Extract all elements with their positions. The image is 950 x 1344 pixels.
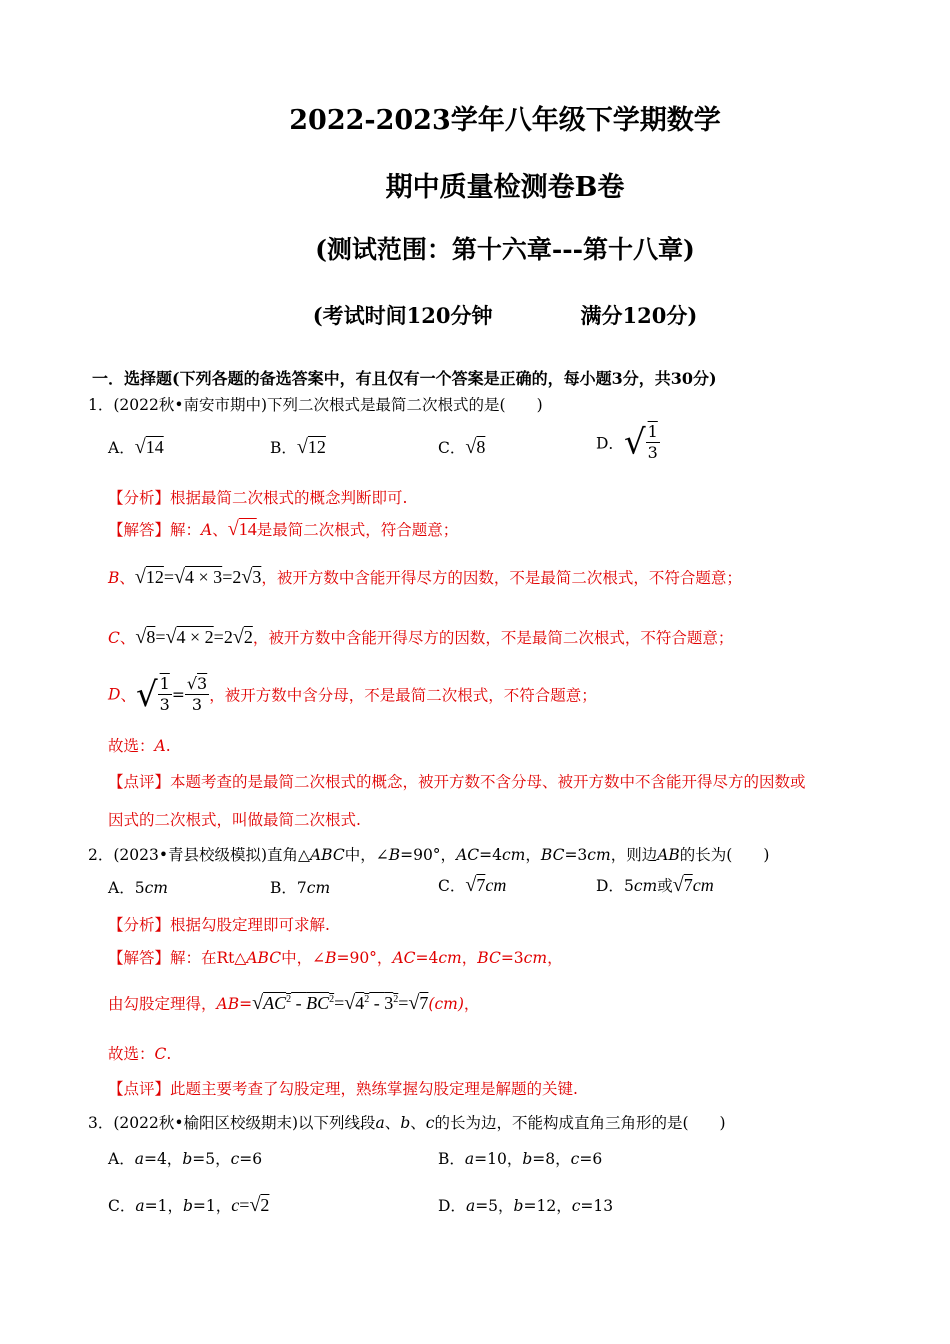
sqrt-icon: √ (134, 566, 146, 588)
value: =6 (579, 1150, 603, 1168)
radicand: 14 (238, 519, 257, 539)
period: . (166, 1045, 172, 1063)
period: . (165, 737, 171, 755)
var: ABC (309, 846, 345, 864)
var: b (513, 1197, 524, 1215)
equals: = (155, 627, 166, 647)
sqrt-icon: √ (134, 436, 146, 458)
text: ，则边 (610, 846, 658, 864)
doc-title-line4 (30, 300, 950, 330)
value: = (239, 1195, 250, 1215)
option-label: C． (108, 1197, 136, 1215)
radicand: 7 (419, 993, 429, 1013)
value: =12， (523, 1197, 572, 1215)
option-label: A． (108, 879, 135, 897)
q3-option-d[interactable] (438, 1194, 613, 1216)
var: c (231, 1195, 240, 1215)
full-score: 满分120分) (580, 303, 698, 328)
unit: cm (485, 875, 507, 895)
q1-analysis (108, 486, 407, 508)
answer-text: 是最简二次根式，符合题意； (256, 521, 459, 539)
comment-tag: 【点评】 (108, 773, 171, 791)
radicand: 2 (260, 1195, 270, 1215)
q2-answer (108, 946, 563, 968)
choice-letter: C (108, 629, 120, 647)
var: B (325, 949, 337, 967)
q2-option-a[interactable] (108, 876, 168, 898)
value: =1， (144, 1197, 183, 1215)
option-label: D． (596, 434, 624, 453)
equals: = (171, 685, 185, 704)
fraction: $\frac{1}{3}$ (159, 674, 170, 714)
var: c (425, 1114, 435, 1132)
text: 2．(2023•青县校级模拟)直角△ (88, 846, 310, 864)
q1-answer (108, 518, 458, 541)
comment-tag: 【点评】 (108, 1080, 171, 1098)
separator: 、 (119, 569, 135, 587)
var: AC (392, 949, 416, 967)
q3-option-c[interactable] (108, 1194, 269, 1217)
radicand: 7 (683, 875, 693, 895)
sqrt-icon: √ (344, 992, 356, 1014)
option-label: B． (270, 879, 297, 897)
sqrt-icon: √ (465, 436, 477, 458)
q2-option-b[interactable] (270, 876, 330, 898)
radicand: 8 (146, 627, 156, 647)
value: =5， (475, 1197, 514, 1215)
q2-option-d[interactable] (596, 874, 714, 897)
option-label: D． (438, 1197, 466, 1215)
var: b (400, 1114, 411, 1132)
var: AC (456, 846, 480, 864)
q2-stem (88, 843, 769, 865)
option-label: A． (108, 439, 135, 457)
radicand: 12 (307, 437, 326, 457)
unit: cm (438, 949, 462, 967)
value: =10， (474, 1150, 523, 1168)
doc-title-line2: 期中质量检测卷B卷 (385, 172, 625, 203)
unit: cm (633, 877, 658, 895)
option-label: C． (438, 439, 466, 457)
radicand: 7 (476, 875, 486, 895)
var: b (182, 1150, 193, 1168)
q1-option-d[interactable] (596, 422, 660, 463)
option-label: C． (438, 877, 466, 895)
q1-step-d (108, 674, 597, 715)
var: c (571, 1197, 581, 1215)
or-text: 或 (657, 877, 673, 895)
analysis-tag: 【分析】 (108, 916, 171, 934)
text: ， (525, 846, 541, 864)
radicand: 2 (243, 627, 253, 647)
unit: cm (501, 846, 526, 864)
option-value: 7 (296, 879, 307, 897)
text: 中，∠ (344, 846, 389, 864)
radicand: 12 (145, 567, 164, 587)
text: 由勾股定理得， (108, 995, 217, 1013)
text: =4 (415, 949, 439, 967)
value: =13 (580, 1197, 614, 1215)
choice-letter: A (201, 521, 213, 539)
unit: (cm) (428, 995, 464, 1013)
separator: 、 (119, 629, 136, 647)
text: 3．(2022秋•榆阳区校级期末)以下列线段 (88, 1114, 376, 1132)
sqrt-icon: √ (135, 674, 158, 715)
equals: = (163, 567, 175, 587)
unit: cm (144, 879, 168, 897)
var: a (465, 1197, 476, 1215)
comment-text: 本题考查的是最简二次根式的概念，被开方数不含分母、被开方数中不含能开得尽方的因数或 (170, 773, 806, 791)
unit: cm (587, 846, 611, 864)
q1-comment-cont: 因式的二次根式，叫做最简二次根式. (108, 811, 361, 829)
q2-calculation (108, 992, 479, 1015)
var: BC (540, 846, 565, 864)
text: 中，∠ (281, 949, 326, 967)
q1-comment (108, 770, 806, 792)
exam-time: (考试时间120分钟 (312, 303, 493, 328)
text: 的长为边，不能构成直角三角形的是( ) (434, 1114, 726, 1132)
var: B (388, 846, 401, 864)
q1-option-a[interactable] (108, 436, 164, 459)
q2-choose (108, 1042, 171, 1064)
step-text: ，被开方数中含分母，不是最简二次根式，不符合题意； (209, 686, 597, 705)
answer-tag: 【解答】 (108, 949, 171, 967)
step-text: ，被开方数中含能开得尽方的因数，不是最简二次根式，不符合题意； (252, 629, 734, 647)
option-label: B． (438, 1150, 465, 1168)
var: c (570, 1150, 580, 1168)
choose-prefix: 故选： (108, 1045, 155, 1063)
sqrt-icon: √ (165, 626, 177, 648)
text: ， (547, 949, 563, 967)
text: =90°， (336, 949, 393, 967)
q1-choose (108, 734, 171, 756)
text: =90°， (400, 846, 457, 864)
choice-letter: C (154, 1045, 167, 1063)
sqrt-icon: √ (241, 566, 253, 588)
var: a (134, 1150, 144, 1168)
text: 解：在Rt△ (170, 949, 247, 967)
option-value: 5 (623, 877, 634, 895)
var: AB (657, 846, 680, 864)
choice-letter: B (108, 569, 120, 587)
var: ABC (246, 949, 282, 967)
separator: 、 (120, 686, 136, 705)
text: 、 (410, 1114, 426, 1132)
q2-analysis (108, 913, 330, 935)
q3-option-b[interactable] (438, 1147, 602, 1169)
sqrt-icon: √ (672, 874, 684, 896)
value: =4， (143, 1150, 183, 1168)
var: c (230, 1150, 240, 1168)
text: ， (463, 995, 480, 1013)
section-heading: 一．选择题(下列各题的备选答案中，有且仅有一个答案是正确的，每小题3分，共30分) (92, 369, 717, 388)
sqrt-icon: √ (249, 1194, 261, 1216)
fraction: $\frac{√3}{3}$ (186, 674, 208, 714)
analysis-text: 根据最简二次根式的概念判断即可. (170, 489, 408, 507)
doc-title-line3: (测试范围：第十六章---第十八章) (315, 235, 695, 264)
separator: 、 (212, 521, 228, 539)
sqrt-icon: √ (227, 518, 239, 540)
sqrt-icon: √ (252, 992, 264, 1014)
var: AB (216, 995, 240, 1013)
q3-stem (88, 1111, 726, 1133)
q3-option-a[interactable] (108, 1147, 262, 1169)
var: a (375, 1114, 385, 1132)
unit: cm (523, 949, 548, 967)
text: ， (461, 949, 478, 967)
radicand: 4 × 3 (185, 567, 223, 587)
option-label: A． (108, 1150, 135, 1168)
sqrt-icon: √ (186, 674, 198, 693)
option-label: D． (596, 877, 624, 895)
radicand: 4 × 2 (176, 627, 214, 647)
var: a (464, 1150, 475, 1168)
q1-option-c[interactable] (438, 436, 485, 459)
sqrt-icon: √ (174, 566, 186, 588)
option-value: 5 (134, 879, 145, 897)
q1-step-c (108, 626, 733, 649)
choose-prefix: 故选： (108, 737, 155, 755)
equals: = (398, 993, 409, 1013)
equals: =2 (222, 567, 242, 587)
doc-title-line1: 2022-2023学年八年级下学期数学 (289, 105, 721, 136)
text: =3 (564, 846, 588, 864)
value: =1， (192, 1197, 232, 1215)
q1-stem: 1．(2022秋•南安市期中)下列二次根式是最简二次根式的是( ) (88, 396, 543, 414)
var: b (522, 1150, 533, 1168)
comment-text: 此题主要考查了勾股定理，熟练掌握勾股定理是解题的关键. (170, 1080, 578, 1098)
value: =6 (239, 1150, 263, 1168)
unit: cm (692, 875, 714, 895)
radicand: 8 (476, 437, 486, 457)
q2-comment (108, 1077, 578, 1099)
equals: =2 (213, 627, 233, 647)
sqrt-icon: √ (465, 874, 477, 896)
text: =4 (479, 846, 502, 864)
q1-option-b[interactable] (270, 436, 326, 459)
value: =8， (532, 1150, 571, 1168)
radicand: 3 (252, 567, 262, 587)
option-label: B． (270, 439, 297, 457)
text: =3 (500, 949, 524, 967)
radicand: $AC^2 - BC^2$ (263, 993, 335, 1013)
text: 的长为( ) (679, 846, 770, 864)
answer-prefix: 解： (170, 521, 202, 539)
step-text: ，被开方数中含能开得尽方的因数，不是最简二次根式，不符合题意； (261, 569, 742, 587)
analysis-text: 根据勾股定理即可求解. (170, 916, 330, 934)
equals: = (239, 995, 253, 1013)
sqrt-icon: √ (296, 436, 308, 458)
unit: cm (306, 879, 331, 897)
value: =5， (192, 1150, 231, 1168)
var: BC (477, 949, 501, 967)
fraction: $\frac{1}{3}$ (647, 422, 658, 462)
sqrt-icon: √ (623, 422, 646, 463)
radicand: $4^2 - 3^2$ (355, 993, 399, 1013)
q1-step-b (108, 566, 742, 589)
answer-tag: 【解答】 (108, 521, 171, 539)
var: a (135, 1197, 145, 1215)
sqrt-icon: √ (135, 626, 147, 648)
analysis-tag: 【分析】 (108, 489, 171, 507)
choice-letter: D (108, 685, 121, 704)
text: 、 (384, 1114, 401, 1132)
radicand: 14 (145, 437, 164, 457)
sqrt-icon: √ (232, 626, 244, 648)
choice-letter: A (154, 737, 166, 755)
equals: = (334, 993, 345, 1013)
sqrt-icon: √ (408, 992, 420, 1014)
q2-option-c[interactable] (438, 874, 506, 897)
var: b (182, 1197, 193, 1215)
